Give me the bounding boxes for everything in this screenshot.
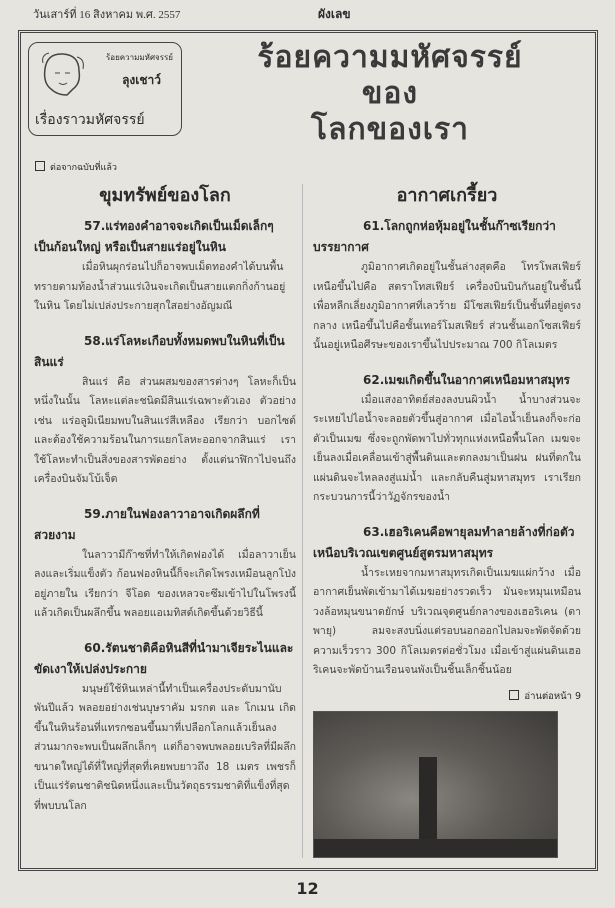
ground-silhouette — [314, 839, 557, 857]
page-number: 12 — [296, 878, 319, 898]
article-heading: 57.แร่ทองคำอาจจะเกิดเป็นเม็ดเล็กๆ เป็นก้อนใหญ่ หรือเป็นสายแร่อยู่ในหิน — [34, 219, 274, 254]
article-62 — [313, 370, 581, 508]
article-frame — [18, 30, 598, 871]
continued-to-link[interactable] — [313, 689, 581, 705]
statue-of-liberty-photo — [313, 711, 558, 858]
article-body: สินแร่ คือ ส่วนผสมของสารต่างๆ โลหะก็เป็นหนึ่งในนั้น โลหะแต่ละชนิดมีสินแร่เฉพาะตัวเอง ตัวอย่างเช่น แร่อลูมิเนียมพบในสินแร่สีเหลือง เรียกว่า บอกไซต์ และต้องใช้ความร้อนในการแยกโลหะออกจากสินแร่ เราใช้โลหะทำเป็นสิ่งของสารพัดอย่าง ตั้งแต่นาฬิกาไปจนถึงเครื่องบินจัมโบ้เจ็ต — [34, 375, 296, 485]
article-body: เมื่อหินผุกร่อนไปก็อาจพบเม็ดทองคำได้บนพื้นทรายตามท้องน้ำส่วนแร่เงินจะเกิดเป็นสายแตกกิ่งก้านอยู่ในหิน โดยไม่เปล่งประกายสุกใสอย่างอัญมณี — [34, 261, 286, 312]
article-63 — [313, 522, 581, 681]
section-title-right: อากาศเกรี้ยว — [396, 185, 498, 206]
right-column — [302, 184, 587, 858]
continued-note — [35, 160, 588, 174]
article-body: ในลาวามีก๊าซที่ทำให้เกิดฟองได้ เมื่อลาวาเย็นลงและเริ่มแข็งตัว ก้อนฟองหินนี้ก็จะเกิดโพรงเหมือนลูกโป่งอยู่ภายใน เรียกว่า จีโอด ของเหลวจะซึมเข้าไปในโพรงนี้แล้วเกิดเป็นผลึกขึ้น พลอยแอเมทิสต์เกิดขึ้นด้วยวิธีนี้ — [34, 548, 296, 619]
continued-to-text: อ่านต่อหน้า 9 — [524, 690, 581, 702]
article-body: น้ำระเหยจากมหาสมุทรเกิดเป็นเมฆแผ่กว้าง เมื่ออากาศเย็นพัดเข้ามาได้เมฆอย่างรวดเร็ว มันจะหมุนเหมือนวงล้อหมุนขนาดยักษ์ บริเวณจุดศูนย์กลางของเฮอริเคน (ตาพายุ) ลมจะสงบนิ่งแต่รอบนอกออกไปลมจะพัดจัดด้วยความเร็วราว 300 กิโลเมตรต่อชั่วโมง เมื่อเข้าสู่แผ่นดินเฮอริเคนจะพัดบ้านเรือนจนพังเป็นชิ้นเล็กชิ้นน้อย — [313, 566, 581, 676]
column-logo — [28, 42, 182, 136]
title-line: โลกของเรา — [310, 112, 470, 147]
article-heading: 59.ภายในฟองลาวาอาจเกิดผลึกที่สวยงาม — [34, 506, 260, 542]
article-body: มนุษย์ใช้หินเหล่านี้ทำเป็นเครื่องประดับมานับพันปีแล้ว พลอยอย่างเช่นบุษราคัม มรกต และ โกเมน เกิดขึ้นในหินร้อนที่แทรกซอนขึ้นมาที่เปลือกโลกแล้วเย็นลง ส่วนมากจะพบเป็นผลึกเล็กๆ แต่ก็อาจพบพลอยเบริลที่มีผลึกขนาดใหญ่ได้ที่ใหญ่ที่สุดที่เคยพบยาวถึง 18 เมตร เพชรก็เป็นแร่รัตนชาติชนิดหนึ่งและเป็นวัตถุธรรมชาติที่แข็งที่สุดที่พบบนโลก — [34, 682, 296, 812]
article-60 — [34, 638, 296, 817]
article-57 — [34, 216, 296, 317]
title-line: ของ — [361, 76, 419, 111]
article-heading: 58.แร่โลหะเกือบทั้งหมดพบในหินที่เป็นสินแร่ — [34, 333, 285, 369]
article-61 — [313, 216, 581, 356]
article-heading: 63.เฮอริเคนคือพายุลมทำลายล้างที่ก่อตัวเหนือบริเวณเขตศูนย์สูตรมหาสมุทร — [313, 524, 575, 560]
title-line: ร้อยความมหัศจรรย์ — [257, 40, 523, 75]
page-title — [182, 40, 588, 148]
article-heading: 62.เมฆเกิดขึ้นในอากาศเหนือมหาสมุทร — [363, 372, 570, 387]
logo-author: ลุงเชาว์ — [122, 73, 161, 87]
checkbox-icon — [35, 161, 45, 171]
page-header — [0, 0, 615, 27]
logo-subtitle: ร้อยความมหัศจรรย์ — [106, 53, 173, 62]
article-heading: 61.โลกถูกห่อหุ้มอยู่ในชั้นก๊าซเรียกว่าบรรยากาศ — [313, 219, 556, 254]
publication-name: ผังเลข — [318, 7, 351, 21]
columns — [28, 184, 588, 858]
left-column — [28, 184, 302, 858]
section-title-left: ขุมทรัพย์ของโลก — [99, 185, 231, 206]
checkbox-icon — [509, 690, 519, 700]
article-body: ภูมิอากาศเกิดอยู่ในชั้นล่างสุดคือ โทรโพสเฟียร์ เหนือขึ้นไปคือ สตราโทสเฟียร์ เครื่องบินบินกันอยู่ในชั้นนี้เพื่อหลีกเลี่ยงภูมิอากาศที่เลวร้าย มีโซสเฟียร์เป็นชั้นที่อยู่ตรงกลาง เหนือขึ้นไปคือชั้นเทอร์โมสเฟียร์ ส่วนชั้นเอกโซสเฟียร์นั้นอยู่เหนือศีรษะของเราขึ้นไปประมาณ 700 กิโลเมตร — [313, 261, 581, 351]
portrait-icon — [37, 49, 87, 99]
article-heading: 60.รัตนชาติคือหินสีที่นำมาเจียระไนและขัดเงาให้เปล่งประกาย — [34, 640, 294, 676]
continued-text: ต่อจากฉบับที่แล้ว — [50, 163, 117, 173]
article-58 — [34, 331, 296, 490]
logo-footer: เรื่องราวมหัศจรรย์ — [35, 112, 145, 128]
article-body: เมื่อแสงอาทิตย์ส่องลงบนผิวน้ำ น้ำบางส่วนจะระเหยไปไอน้ำจะลอยตัวขึ้นสู่อากาศ เมื่อไอน้ำเย็นลงก็จะก่อตัวเป็นเมฆ ซึ่งจะถูกพัดพาไปทั่วทุกแห่งเหนือพื้นโลก เมฆจะเย็นลงเมื่อเคลื่อนเข้าสู่พื้นดินและตกลงมาเป็นฝน ฝนที่ตกในแผ่นดินจะไหลลงสู่แม่น้ำ และกลับคืนสู่มหาสมุทร เราเรียกกระบวนการนี้ว่าวัฏจักรของน้ำ — [313, 393, 581, 503]
issue-date: วันเสาร์ที่ 16 สิงหาคม พ.ศ. 2557 — [33, 9, 181, 21]
article-59 — [34, 504, 296, 624]
statue-silhouette — [419, 757, 437, 852]
masthead — [28, 40, 588, 148]
